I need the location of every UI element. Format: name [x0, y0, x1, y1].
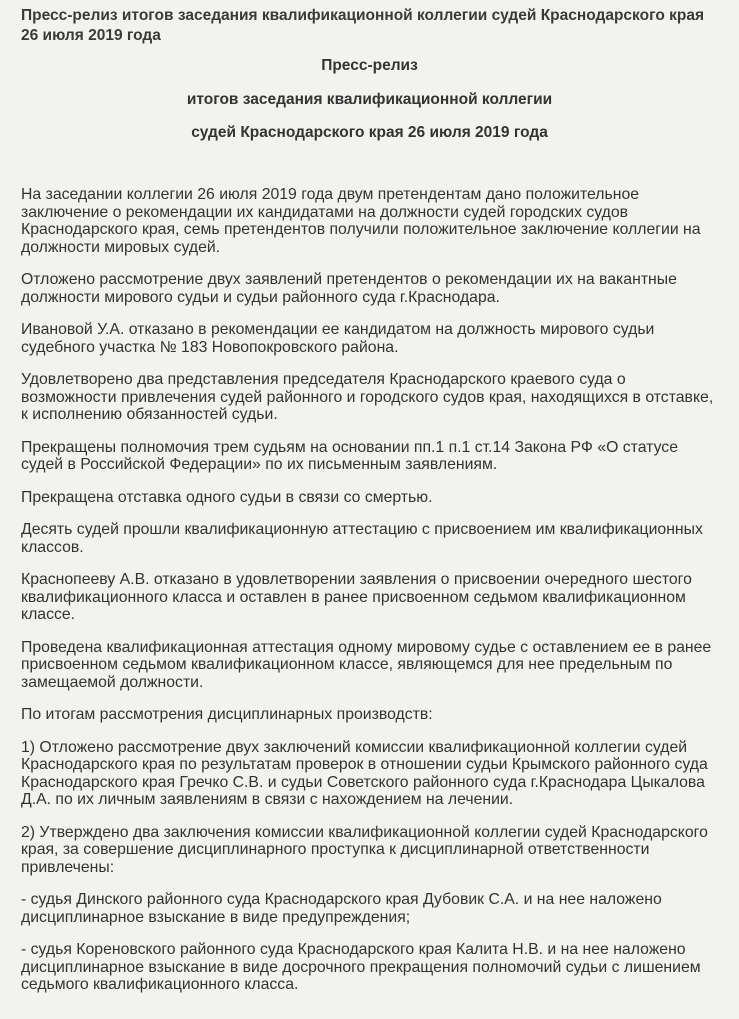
paragraph-terminated-powers: Прекращены полномочия трем судьям на основании пп.1 п.1 ст.14 Закона РФ «О статусе судей в Российской Федерации» по их письменным заявлениям. — [21, 438, 678, 473]
paragraph-disciplinary-intro: По итогам рассмотрения дисциплинарных производств: — [21, 706, 433, 723]
paragraph-refusal-ivanova: Ивановой У.А. отказано в рекомендации ее кандидатом на должность мирового судьи судебного участка № 183 Новопокровского района. — [21, 321, 655, 356]
paragraph-retired-judges: Удовлетворено два представления председателя Краснодарского краевого суда о возможности привлечения судей районного и городского судов края, находящихся в отставке, к исполнению обязанностей судьи. — [21, 371, 714, 423]
paragraph-postponed-applications: Отложено рассмотрение двух заявлений претендентов о рекомендации их на вакантные должности мирового судьи и судьи районного суда г.Краснодара. — [21, 271, 677, 306]
paragraph-refusal-krasnopeev: Краснопееву А.В. отказано в удовлетворении заявления о присвоении очередного шестого квалификационного класса и оставлен в ранее присвоенном седьмом квалификационном классе. — [21, 571, 692, 623]
heading-line-1: Пресс-релиз — [321, 57, 418, 74]
article-body — [21, 186, 721, 1009]
paragraph-disciplinary-postponed: 1) Отложено рассмотрение двух заключений комиссии квалификационной коллегии судей Краснодарского края по результатам проверок в отношении судьи Крымского районного суда Краснодарского края Гречко С.В. и судьи Советского районного суда г.Краснодара Цыкалова Д.А. по их личным заявлениям в связи с нахождением на лечении. — [21, 738, 708, 808]
paragraph-attestation: Десять судей прошли квалификационную аттестацию с присвоением им квалификационных классов. — [21, 521, 703, 556]
paragraph-terminated-retirement: Прекращена отставка одного судьи в связи со смертью. — [21, 488, 433, 506]
heading-line-2: итогов заседания квалификационной коллегии — [186, 91, 553, 108]
paragraph-disciplinary-approved: 2) Утверждено два заключения комиссии квалификационной коллегии судей Краснодарского края, за совершение дисциплинарного проступка к дисциплинарной ответственности привлечены: — [21, 823, 708, 876]
paragraph-recommendations: На заседании коллегии 26 июля 2019 года двум претендентам дано положительное заключение о рекомендации их кандидатами на должности судей городских судов Краснодарского края, семь претендентов получили положительное заключение коллегии на должности мировых судей. — [21, 186, 701, 256]
paragraph-judge-dubovik: - судья Динского районного суда Краснодарского края Дубовик С.А. и на нее наложено дисциплинарное взыскание в виде предупреждения; — [21, 891, 662, 926]
page-title: Пресс-релиз итогов заседания квалификационной коллегии судей Краснодарского края 26 июля 2019 года — [21, 7, 704, 44]
paragraph-judge-kalita: - судья Кореновского районного суда Краснодарского края Калита Н.В. и на нее наложено дисциплинарное взыскание в виде досрочного прекращения полномочий судьи с лишением седьмого квалификационного класса. — [21, 941, 701, 993]
paragraph-magistrate-attestation: Проведена квалификационная аттестация одному мировому судье с оставлением ее в ранее присвоенном седьмом квалификационном классе, являющемся для нее предельным по замещаемой должности. — [21, 638, 712, 691]
heading-line-3: судей Краснодарского края 26 июля 2019 года — [191, 124, 548, 141]
